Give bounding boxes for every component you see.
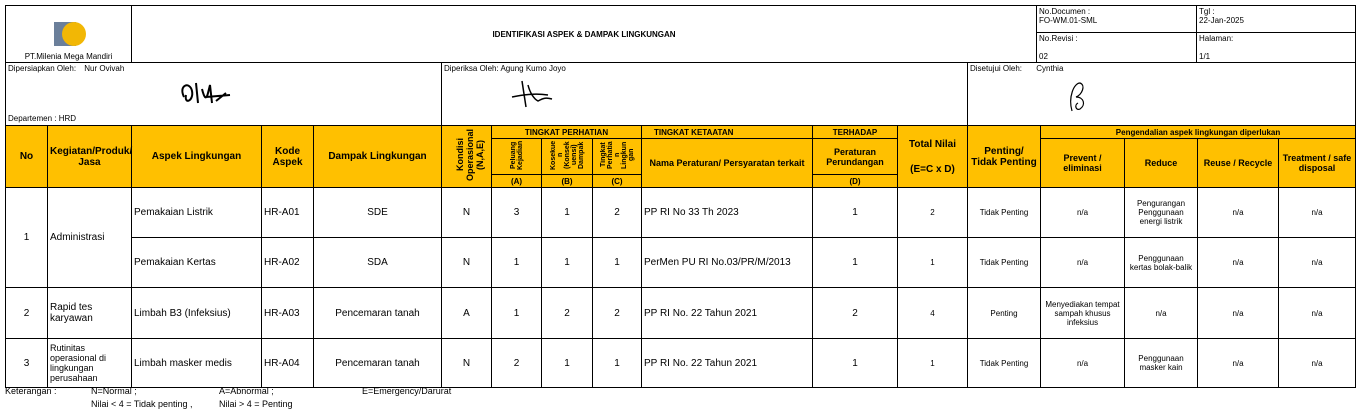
col-peluang-label: Peluang Kejadian: [509, 140, 524, 170]
date-cell: [1197, 6, 1356, 33]
cell-reduce: Pengurangan Penggunaan energi listrik: [1125, 188, 1198, 238]
checked-signature: [508, 77, 558, 111]
col-kondisi: [442, 126, 492, 188]
col-peluang: [492, 139, 542, 175]
legend-tidak-penting: Nilai < 4 = Tidak penting ,: [91, 399, 193, 409]
cell-kegiatan: Administrasi: [48, 188, 132, 288]
col-total-nilai: [898, 126, 968, 188]
cell-penting: Penting: [968, 288, 1041, 339]
cell-dampak: Pencemaran tanah: [314, 288, 442, 339]
legend-label: Keterangan :: [5, 386, 57, 396]
cell-reduce: n/a: [1125, 288, 1198, 339]
cell-d: 1: [813, 188, 898, 238]
prepared-signature: [176, 75, 236, 111]
col-prevent: Prevent / eliminasi: [1041, 139, 1125, 188]
col-b: (B): [542, 175, 593, 188]
doc-no-label: No.Documen :: [1039, 7, 1091, 16]
col-reduce: Reduce: [1125, 139, 1198, 188]
cell-c: 1: [593, 238, 642, 288]
col-kegiatan: Kegiatan/Produk/ Jasa: [48, 126, 132, 188]
cell-dampak: SDE: [314, 188, 442, 238]
cell-reuse: n/a: [1198, 339, 1279, 388]
col-penting: Penting/ Tidak Penting: [968, 126, 1041, 188]
cell-d: 1: [813, 339, 898, 388]
page-cell: [1197, 33, 1356, 63]
cell-kondisi: A: [442, 288, 492, 339]
checked-label: Diperiksa Oleh: Agung Kumo Joyo: [444, 64, 566, 73]
cell-a: 1: [492, 238, 542, 288]
approved-cell: [968, 63, 1356, 126]
cell-dampak: SDA: [314, 238, 442, 288]
cell-reuse: n/a: [1198, 238, 1279, 288]
col-nama-peraturan: Nama Peraturan/ Persyaratan terkait: [642, 139, 813, 188]
col-total-label: Total Nilai: [908, 138, 957, 150]
col-reuse: Reuse / Recycle: [1198, 139, 1279, 188]
approved-signature: [1064, 77, 1094, 117]
approval-table: [5, 62, 1356, 126]
col-tingkat-perhatian: TINGKAT PERHATIAN: [492, 126, 642, 139]
legend-abnormal: A=Abnormal ;: [219, 386, 274, 396]
department-label: Departemen : HRD: [8, 114, 77, 123]
page-value: 1/1: [1199, 52, 1211, 61]
cell-a: 1: [492, 288, 542, 339]
col-treatment: Treatment / safe disposal: [1279, 139, 1356, 188]
cell-kondisi: N: [442, 238, 492, 288]
col-perhatian-ling-label: Tingkat Perhatia n Lingkun gan: [599, 141, 635, 169]
col-konsekuensi: [542, 139, 593, 175]
col-kode: Kode Aspek: [262, 126, 314, 188]
cell-treatment: n/a: [1279, 238, 1356, 288]
cell-prevent: n/a: [1041, 238, 1125, 288]
cell-kode: HR-A02: [262, 238, 314, 288]
col-peraturan-perundangan: Peraturan Perundangan: [813, 139, 898, 175]
table-row: [6, 339, 1356, 388]
cell-c: 1: [593, 339, 642, 388]
cell-no: 3: [6, 339, 48, 388]
cell-b: 1: [542, 238, 593, 288]
doc-no-cell: [1037, 6, 1197, 33]
header-table: [5, 5, 1356, 63]
aspect-table: [5, 125, 1356, 388]
cell-treatment: n/a: [1279, 188, 1356, 238]
prepared-cell: [6, 63, 442, 126]
cell-c: 2: [593, 188, 642, 238]
revision-label: No.Revisi :: [1039, 34, 1078, 43]
cell-penting: Tidak Penting: [968, 188, 1041, 238]
legend-penting: Nilai > 4 = Penting: [219, 399, 293, 409]
col-tingkat-ketaatan: TINGKAT KETAATAN: [642, 126, 813, 139]
cell-penting: Tidak Penting: [968, 339, 1041, 388]
table-row: [6, 188, 1356, 238]
cell-aspek: Limbah B3 (Infeksius): [132, 288, 262, 339]
cell-prevent: Menyediakan tempat sampah khusus infeksius: [1041, 288, 1125, 339]
col-c: (C): [593, 175, 642, 188]
approved-label: Disetujui Oleh:: [970, 64, 1023, 73]
legend-normal: N=Normal ;: [91, 386, 137, 396]
col-aspek: Aspek Lingkungan: [132, 126, 262, 188]
revision-cell: [1037, 33, 1197, 63]
date-label: Tgl :: [1199, 7, 1215, 16]
legend-emergency: E=Emergency/Darurat: [362, 386, 452, 396]
cell-total: 4: [898, 288, 968, 339]
table-row: [6, 288, 1356, 339]
cell-prevent: n/a: [1041, 339, 1125, 388]
prepared-label: Dipersiapkan Oleh:: [8, 64, 77, 73]
cell-total: 2: [898, 188, 968, 238]
cell-treatment: n/a: [1279, 288, 1356, 339]
col-terhadap: TERHADAP: [813, 126, 898, 139]
doc-no-value: FO-WM.01-SML: [1039, 16, 1098, 25]
company-logo: [50, 20, 88, 50]
col-d: (D): [813, 175, 898, 188]
col-pengendalian: Pengendalian aspek lingkungan diperlukan: [1041, 126, 1356, 139]
form-sheet: [5, 5, 1355, 388]
cell-dampak: Pencemaran tanah: [314, 339, 442, 388]
cell-a: 2: [492, 339, 542, 388]
cell-kode: HR-A04: [262, 339, 314, 388]
cell-b: 2: [542, 288, 593, 339]
company-cell: [6, 6, 132, 63]
cell-no: 2: [6, 288, 48, 339]
cell-b: 1: [542, 339, 593, 388]
cell-no: 1: [6, 188, 48, 288]
cell-reduce: Penggunaan kertas bolak-balik: [1125, 238, 1198, 288]
cell-treatment: n/a: [1279, 339, 1356, 388]
col-kondisi-label: Kondisi Operasional (N,A,E): [454, 128, 485, 181]
col-no: No: [6, 126, 48, 188]
cell-reduce: Penggunaan masker kain: [1125, 339, 1198, 388]
cell-kegiatan: Rapid tes karyawan: [48, 288, 132, 339]
cell-aspek: Pemakaian Listrik: [132, 188, 262, 238]
cell-kode: HR-A03: [262, 288, 314, 339]
cell-peraturan: PerMen PU RI No.03/PR/M/2013: [642, 238, 813, 288]
cell-c: 2: [593, 288, 642, 339]
cell-prevent: n/a: [1041, 188, 1125, 238]
cell-reuse: n/a: [1198, 288, 1279, 339]
date-value: 22-Jan-2025: [1199, 16, 1244, 25]
cell-d: 1: [813, 238, 898, 288]
prepared-name: Nur Ovivah: [84, 64, 125, 73]
cell-reuse: n/a: [1198, 188, 1279, 238]
cell-b: 1: [542, 188, 593, 238]
revision-value: 02: [1039, 52, 1048, 61]
col-a: (A): [492, 175, 542, 188]
cell-peraturan: PP RI No 33 Th 2023: [642, 188, 813, 238]
cell-total: 1: [898, 339, 968, 388]
cell-aspek: Limbah masker medis: [132, 339, 262, 388]
cell-penting: Tidak Penting: [968, 238, 1041, 288]
cell-aspek: Pemakaian Kertas: [132, 238, 262, 288]
page-title: IDENTIFIKASI ASPEK & DAMPAK LINGKUNGAN: [132, 6, 1037, 63]
cell-peraturan: PP RI No. 22 Tahun 2021: [642, 288, 813, 339]
cell-a: 3: [492, 188, 542, 238]
cell-total: 1: [898, 238, 968, 288]
company-name: PT.Milenia Mega Mandiri: [24, 52, 113, 61]
col-perhatian-ling: [593, 139, 642, 175]
cell-peraturan: PP RI No. 22 Tahun 2021: [642, 339, 813, 388]
cell-kondisi: N: [442, 339, 492, 388]
page-label: Halaman:: [1199, 34, 1234, 43]
approved-name: Cynthia: [1036, 64, 1064, 73]
cell-kegiatan: Rutinitas operasional di lingkungan perusahaan: [48, 339, 132, 388]
col-konsekuensi-label: Kosekue n (Konsek uensi) Dampak: [549, 140, 585, 170]
cell-kondisi: N: [442, 188, 492, 238]
col-ecd-label: (E=C x D): [910, 163, 955, 175]
cell-d: 2: [813, 288, 898, 339]
col-dampak: Dampak Lingkungan: [314, 126, 442, 188]
table-row: [6, 238, 1356, 288]
cell-kode: HR-A01: [262, 188, 314, 238]
checked-cell: [442, 63, 968, 126]
